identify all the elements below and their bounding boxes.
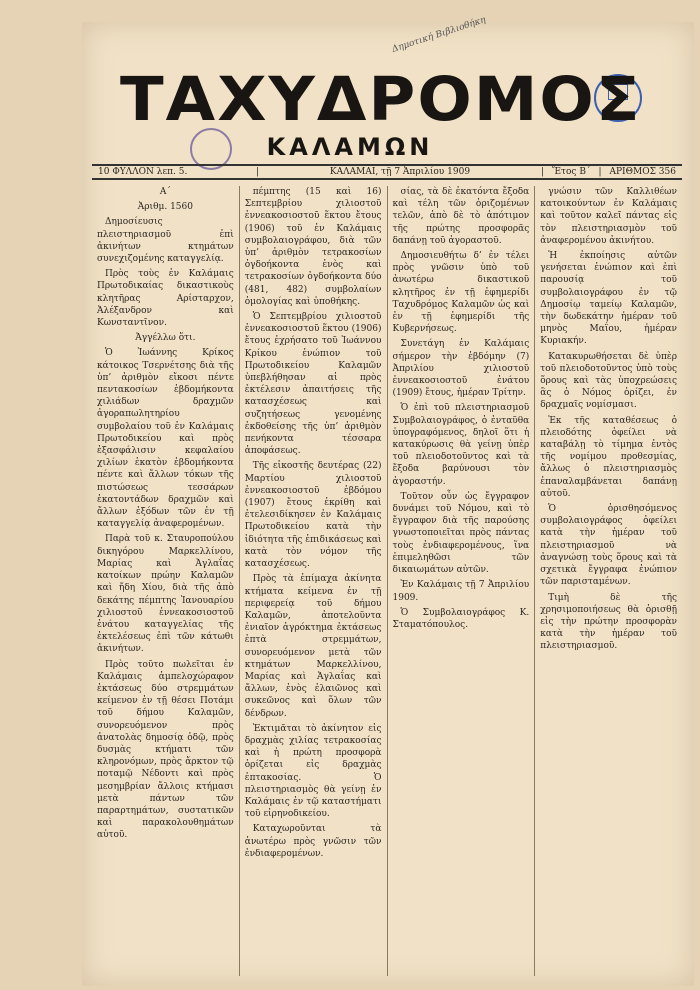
issue-year: Ἔτος Β΄: [551, 167, 591, 177]
dateline-separator: |: [540, 167, 544, 177]
column-paragraph: Δημοσιευθήτω δ’ ἐν τέλει πρὸς γνῶσιν ὑπὸ τοῦ ἀνωτέρω δικαστικοῦ κλητῆρος ἐν τῇ ἐφημερίδι Ταχυδρόμος Καλαμῶν ὡς καὶ ἐν τῇ ἐφημερίδι τῆς Κυβερνήσεως.: [392, 251, 530, 335]
dateline-separator: |: [256, 167, 260, 177]
column-4: [535, 186, 682, 976]
column-paragraph: Πρὸς τοῦτο πωλεῖται ἐν Καλάμαις ἀμπελοχώραφον ἐκτάσεως δύο στρεμμάτων κείμενον ἐν τῇ θέσει Ποτάμι τοῦ δήμου Καλαμῶν, συνορευόμενον πρὸς ἀνατολὰς δημοσίᾳ ὁδῷ, πρὸς δυσμὰς κτήματι τῶν κληρονόμων, πρὸς ἄρκτον τῷ ποταμῷ Νέδοντι καὶ πρὸς μεσημβρίαν ἄλλοις κτήμασι μετὰ πάντων τῶν παραρτημάτων, συστατικῶν καὶ παρακολουθημάτων αὐτοῦ.: [97, 659, 234, 841]
column-paragraph: Ἐν Καλάμαις τῇ 7 Ἀπριλίου 1909.: [392, 580, 530, 603]
column-paragraph: Δημοσίευσις πλειστηριασμοῦ ἐπὶ ἀκινήτων κτημάτων συνεχιζομένης καταγγελίᾳ.: [97, 217, 234, 265]
dateline-separator: |: [598, 167, 602, 177]
column-paragraph: Ἀριθμ. 1560: [137, 202, 193, 213]
issue-number: ΑΡΙΘΜΟΣ 356: [609, 167, 676, 177]
column-paragraph: Ἐκτιμᾶται τὸ ἀκίνητον εἰς δραχμὰς χιλίας τετρακοσίας καὶ ἡ πρώτη προσφορὰ ὁρίζεται εἰς δραχμὰς ἑπτακοσίας. Ὁ πλειστηριασμὸς θὰ γείνῃ ἐν Καλάμαις ἐν τῷ καταστήματι τοῦ εἰρηνοδικείου.: [244, 723, 382, 820]
column-paragraph: Ὁ ὁρισθησόμενος συμβολαιογράφος ὀφείλει κατὰ τὴν ἡμέραν τοῦ πλειστηριασμοῦ νὰ ἀναγνώσῃ τοὺς ὅρους καὶ τὰ σχετικὰ ἔγγραφα ἐνώπιον τῶν παρισταμένων.: [540, 504, 677, 588]
newspaper-subtitle: ΚΑΛΑΜΩΝ: [266, 133, 434, 161]
column-3: [388, 186, 536, 976]
column-paragraph: Ἀγγέλλω ὅτι.: [135, 333, 196, 344]
column-paragraph: Συνετάγη ἐν Καλάμαις σήμερον τὴν ἑβδόμην (7) Ἀπριλίου χιλιοστοῦ ἐννεακοσιοστοῦ ἐνάτου (1909) ἔτους, ἡμέραν Τρίτην.: [392, 339, 530, 399]
handwritten-library-note: Δημοτική Βιβλιοθήκη: [390, 15, 488, 55]
issue-date: ΚΑΛΑΜΑΙ, τῇ 7 Ἀπριλίου 1909: [329, 167, 471, 177]
dateline-bar: [92, 164, 682, 180]
column-paragraph: σίας, τὰ δὲ ἐκατόντα ἔξοδα καὶ τέλη τῶν ὁριζομένων τελῶν, ἀπὸ δὲ τὸ ἀπότιμον τῆς πρώτης προσφορᾶς δαπάνῃ τοῦ ἀγοραστοῦ.: [392, 187, 530, 246]
article-columns: [92, 186, 682, 976]
column-paragraph: Πρὸς τὰ ἐπίμαχα ἀκίνητα κτήματα κείμενα ἐν τῇ περιφερείᾳ τοῦ δήμου Καλαμῶν, ἀποτελοῦντα ἐνιαῖον ἀγρόκτημα ἐκτάσεως ἑπτὰ στρεμμάτων, συνορευόμενον μετὰ τῶν κτημάτων Μαρκελλίνου, Μαρίας καὶ Ἀγλαΐας καὶ ἄλλων, ἑνὸς ἐλαιῶνος καὶ συκεῶνος καὶ ὅλων τῶν δένδρων.: [244, 574, 382, 719]
column-paragraph: Ὁ Ἰωάννης Κρίκος κάτοικος Τσερνέτσης διὰ τῆς ὑπ’ ἀριθμὸν εἴκοσι πέντε πεντακοσίων ἑβδομήκοντα χιλιάδων δραχμῶν ἀγοραπωλητηρίου συμβολαίου τοῦ ἐν Καλάμαις Πρωτοδικείου καὶ πρὸς ἐξασφάλισιν κεφαλαίου χιλίων ἑκατὸν ἑβδομήκοντα πέντε καὶ ἄλλων τόκων τῆς πιστώσεως τεσσάρων ἑκατοντάδων δραχμῶν καὶ ἄλλων ἐξόδων τῶν ἐν τῇ καταγγελίᾳ ἀναφερομένων.: [97, 348, 234, 530]
column-paragraph: Ὁ ἐπὶ τοῦ πλειστηριασμοῦ Συμβολαιογράφος, ὁ ἐνταῦθα ὑπογραφόμενος, δηλοῖ ὅτι ἡ κατακύρωσις θὰ γείνῃ ὑπὲρ τοῦ πλειοδοτοῦντος καὶ τὰ ἔξοδα βαρύνουσι τὸν ἀγοραστήν.: [392, 403, 530, 487]
column-paragraph: Παρὰ τοῦ κ. Σταυροπούλου δικηγόρου Μαρκελλίνου, Μαρίας καὶ Ἀγλαΐας κατοίκων πρώην Καλαμῶν καὶ ἤδη Χίου, διὰ τῆς ἀπὸ δεκάτης πέμπτης Ἰανουαρίου χιλιοστοῦ ἐννεακοσιοστοῦ ἐνάτου καταγγελίας τῆς ἐκτελέσεως ἐπὶ τῶν κάτωθι ἀκινήτων.: [97, 534, 234, 655]
column-paragraph: Πρὸς τοὺς ἐν Καλάμαις Πρωτοδικαίας δικαστικοὺς κλητῆρας Αρίσταρχον, Ἀλέξανδρον καὶ Κωνσταντῖνον.: [97, 269, 234, 329]
column-paragraph: Κατακυρωθήσεται δὲ ὑπὲρ τοῦ πλειοδοτοῦντος ὑπὸ τοὺς ὅρους καὶ τὰς ὑποχρεώσεις ἃς ὁ Νόμος ὁρίζει, ἐν δραχμαῖς νομίσμασι.: [540, 351, 677, 411]
column-1: [92, 186, 240, 976]
column-2: [240, 186, 388, 976]
column-paragraph: Α΄: [159, 187, 171, 197]
column-paragraph: Καταχωροῦνται τὰ ἀνωτέρω πρὸς γνῶσιν τῶν ἐνδιαφερομένων.: [244, 824, 382, 859]
column-paragraph: γνώσιν τῶν Καλλιθέων κατοικούντων ἐν Καλάμαις καὶ τοῦτον καλεῖ πάντας εἰς τὸν πλειστηριασμὸν τοῦ ἀναφερομένου ἀκινήτου.: [540, 187, 677, 246]
column-paragraph: Ἐκ τῆς καταθέσεως ὁ πλειοδότης ὀφείλει νὰ καταβάλῃ τὸ τίμημα ἐντὸς τῆς νομίμου προθεσμίας, ἄλλως ὁ πλειστηριασμὸς ἐπαναλαμβάνεται δαπάνῃ αὐτοῦ.: [540, 415, 677, 499]
column-paragraph: πέμπτης (15 καὶ 16) Σεπτεμβρίου χιλιοστοῦ ἐννεακοσιοστοῦ ἕκτου ἔτους (1906) τοῦ ἐν Καλάμαις συμβολαιογράφου, διὰ τῶν ὑπ’ ἀριθμὸν τετρακοσίων ὀγδοήκοντα ἑνὸς καὶ τετρακοσίων ὀγδοήκοντα δύο (481, 482) συμβολαίων ὁμολογίας καὶ ὑποθήκης.: [244, 187, 382, 307]
column-paragraph: Ὁ Σεπτεμβρίου χιλιοστοῦ ἐννεακοσιοστοῦ ἕκτου (1906) ἔτους ἐχρήσατο τοῦ Ἰωάννου Κρίκου ἐνώπιον τοῦ Πρωτοδικείου Καλαμῶν ὑπεβλήθησαν αἱ πρὸς ἐκτέλεσιν ἀπαιτήσεις τῆς κατασχέσεως καὶ συζητήσεως γενομένης ἐκδοθείσης τῆς ὑπ’ ἀριθμὸν πενήκοντα τέσσαρα ἀποφάσεως.: [244, 312, 382, 457]
newspaper-title: ΤΑΧΥΔΡΟΜΟΣ: [120, 64, 642, 136]
column-paragraph: Ἡ ἐκποίησις αὐτῶν γενήσεται ἐνώπιον καὶ ἐπὶ παρουσίᾳ τοῦ συμβολαιογράφου ἐν τῷ Δημοσίῳ ταμείῳ Καλαμῶν, τὴν δωδεκάτην ἡμέραν τοῦ μηνὸς Μαΐου, ἡμέραν Κυριακήν.: [540, 251, 677, 347]
column-paragraph: Τοῦτον οὖν ὡς ἔγγραφον δυνάμει τοῦ Νόμου, καὶ τὸ ἔγγραφον διὰ τῆς παρούσης γνωστοποιεῖται πρὸς πάντας τοὺς ἐνδιαφερομένους, ἵνα ἐπιμεληθῶσι τῶν δικαιωμάτων αὐτῶν.: [392, 491, 530, 576]
column-paragraph: Τιμὴ δὲ τῆς χρησιμοποιήσεως θὰ ὁρισθῇ εἰς τὴν πρώτην προσφορὰν κατὰ τὴν ἡμέραν τοῦ πλειστηριασμοῦ.: [540, 592, 677, 652]
column-paragraph: Τῆς εἰκοστῆς δευτέρας (22) Μαρτίου χιλιοστοῦ ἐννεακοσιοστοῦ ἑβδόμου (1907) ἔτους ἐκρίθη καὶ ἐτελεσιδίκησεν ἐν Καλάμαις Πρωτοδικείου κατὰ τὴν ἰδιότητα τῆς ἐπιδικάσεως καὶ κατὰ τὸν νόμον τῆς κατασχέσεως.: [244, 461, 382, 570]
column-paragraph: Ὁ Συμβολαιογράφος Κ. Σταματόπουλος.: [392, 607, 530, 630]
issue-price: 10 ΦΥΛΛΟΝ λεπ. 5.: [98, 167, 188, 177]
